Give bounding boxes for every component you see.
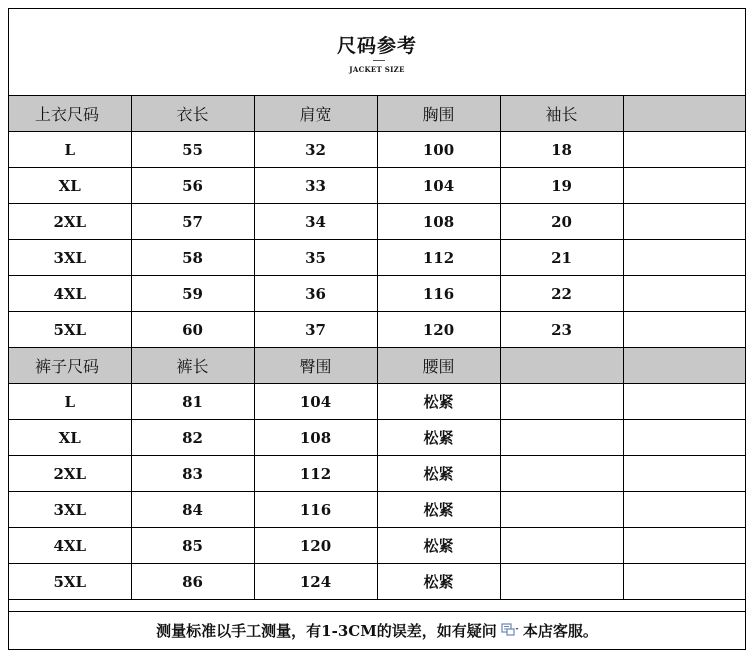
- pants-header-row: [9, 348, 745, 384]
- table-cell: 37: [254, 312, 377, 348]
- table-row: [9, 528, 745, 564]
- table-cell: 34: [254, 204, 377, 240]
- table-cell: 112: [377, 240, 500, 276]
- table-cell: 19: [500, 168, 623, 204]
- table-cell: XL: [9, 420, 131, 456]
- table-row: [9, 204, 745, 240]
- table-row: [9, 420, 745, 456]
- column-header: [500, 348, 623, 384]
- table-cell: 松紧: [377, 384, 500, 420]
- table-cell: 32: [254, 132, 377, 168]
- table-cell: 3XL: [9, 240, 131, 276]
- table-cell: [623, 204, 745, 240]
- table-cell: [623, 384, 745, 420]
- column-header: 裤长: [131, 348, 254, 384]
- table-cell: 18: [500, 132, 623, 168]
- table-cell: L: [9, 384, 131, 420]
- chart-subtitle: JACKET SIZE: [349, 65, 405, 74]
- column-header: 臀围: [254, 348, 377, 384]
- table-cell: 3XL: [9, 492, 131, 528]
- table-cell: [623, 420, 745, 456]
- table-cell: 21: [500, 240, 623, 276]
- table-row: [9, 132, 745, 168]
- chat-icon[interactable]: [501, 613, 519, 627]
- column-header: [623, 348, 745, 384]
- table-cell: [500, 528, 623, 564]
- table-cell: 57: [131, 204, 254, 240]
- footer-note: [9, 611, 745, 649]
- table-cell: 4XL: [9, 528, 131, 564]
- table-cell: [623, 276, 745, 312]
- table-row: [9, 456, 745, 492]
- table-cell: 116: [377, 276, 500, 312]
- table-cell: 124: [254, 564, 377, 600]
- table-cell: 4XL: [9, 276, 131, 312]
- table-cell: [623, 132, 745, 168]
- column-header: 袖长: [500, 96, 623, 132]
- table-cell: 33: [254, 168, 377, 204]
- table-row: [9, 312, 745, 348]
- table-cell: 松紧: [377, 528, 500, 564]
- table-cell: 55: [131, 132, 254, 168]
- table-cell: [500, 564, 623, 600]
- table-cell: [500, 420, 623, 456]
- table-cell: 83: [131, 456, 254, 492]
- column-header: 肩宽: [254, 96, 377, 132]
- table-cell: 59: [131, 276, 254, 312]
- column-header: [623, 96, 745, 132]
- title-divider: [373, 60, 385, 61]
- table-cell: 20: [500, 204, 623, 240]
- table-row: [9, 384, 745, 420]
- table-cell: 112: [254, 456, 377, 492]
- table-cell: 104: [254, 384, 377, 420]
- table-cell: 60: [131, 312, 254, 348]
- table-cell: 36: [254, 276, 377, 312]
- table-row: [9, 564, 745, 600]
- table-cell: [623, 240, 745, 276]
- table-cell: [623, 456, 745, 492]
- table-cell: 5XL: [9, 312, 131, 348]
- table-cell: XL: [9, 168, 131, 204]
- table-cell: 82: [131, 420, 254, 456]
- column-header: 上衣尺码: [9, 96, 131, 132]
- column-header: 胸围: [377, 96, 500, 132]
- table-cell: 81: [131, 384, 254, 420]
- title-area: [9, 9, 745, 96]
- table-cell: 116: [254, 492, 377, 528]
- table-cell: [623, 492, 745, 528]
- table-cell: 松紧: [377, 420, 500, 456]
- table-cell: 120: [377, 312, 500, 348]
- table-cell: 22: [500, 276, 623, 312]
- table-cell: 120: [254, 528, 377, 564]
- table-cell: [623, 564, 745, 600]
- column-header: 腰围: [377, 348, 500, 384]
- table-cell: 85: [131, 528, 254, 564]
- table-cell: [623, 168, 745, 204]
- footer-text-before: 测量标准以手工测量，有1-3CM的误差，如有疑问: [156, 622, 497, 640]
- table-cell: 松紧: [377, 456, 500, 492]
- table-cell: [500, 492, 623, 528]
- size-table: [9, 96, 745, 600]
- column-header: 裤子尺码: [9, 348, 131, 384]
- table-cell: 2XL: [9, 456, 131, 492]
- table-row: [9, 168, 745, 204]
- table-cell: [500, 456, 623, 492]
- table-cell: 104: [377, 168, 500, 204]
- table-cell: 35: [254, 240, 377, 276]
- table-cell: 108: [254, 420, 377, 456]
- size-chart: [8, 8, 746, 650]
- table-cell: L: [9, 132, 131, 168]
- table-cell: 松紧: [377, 492, 500, 528]
- table-cell: 84: [131, 492, 254, 528]
- table-cell: 2XL: [9, 204, 131, 240]
- table-cell: 5XL: [9, 564, 131, 600]
- table-cell: 100: [377, 132, 500, 168]
- table-cell: 108: [377, 204, 500, 240]
- column-header: 衣长: [131, 96, 254, 132]
- table-cell: 松紧: [377, 564, 500, 600]
- footer-text-after: 本店客服。: [522, 622, 598, 640]
- table-cell: [623, 312, 745, 348]
- table-cell: [500, 384, 623, 420]
- chart-title: 尺码参考: [336, 35, 417, 57]
- table-cell: [623, 528, 745, 564]
- table-row: [9, 492, 745, 528]
- table-cell: 56: [131, 168, 254, 204]
- top-header-row: [9, 96, 745, 132]
- table-cell: 58: [131, 240, 254, 276]
- table-cell: 86: [131, 564, 254, 600]
- table-cell: 23: [500, 312, 623, 348]
- table-row: [9, 276, 745, 312]
- table-row: [9, 240, 745, 276]
